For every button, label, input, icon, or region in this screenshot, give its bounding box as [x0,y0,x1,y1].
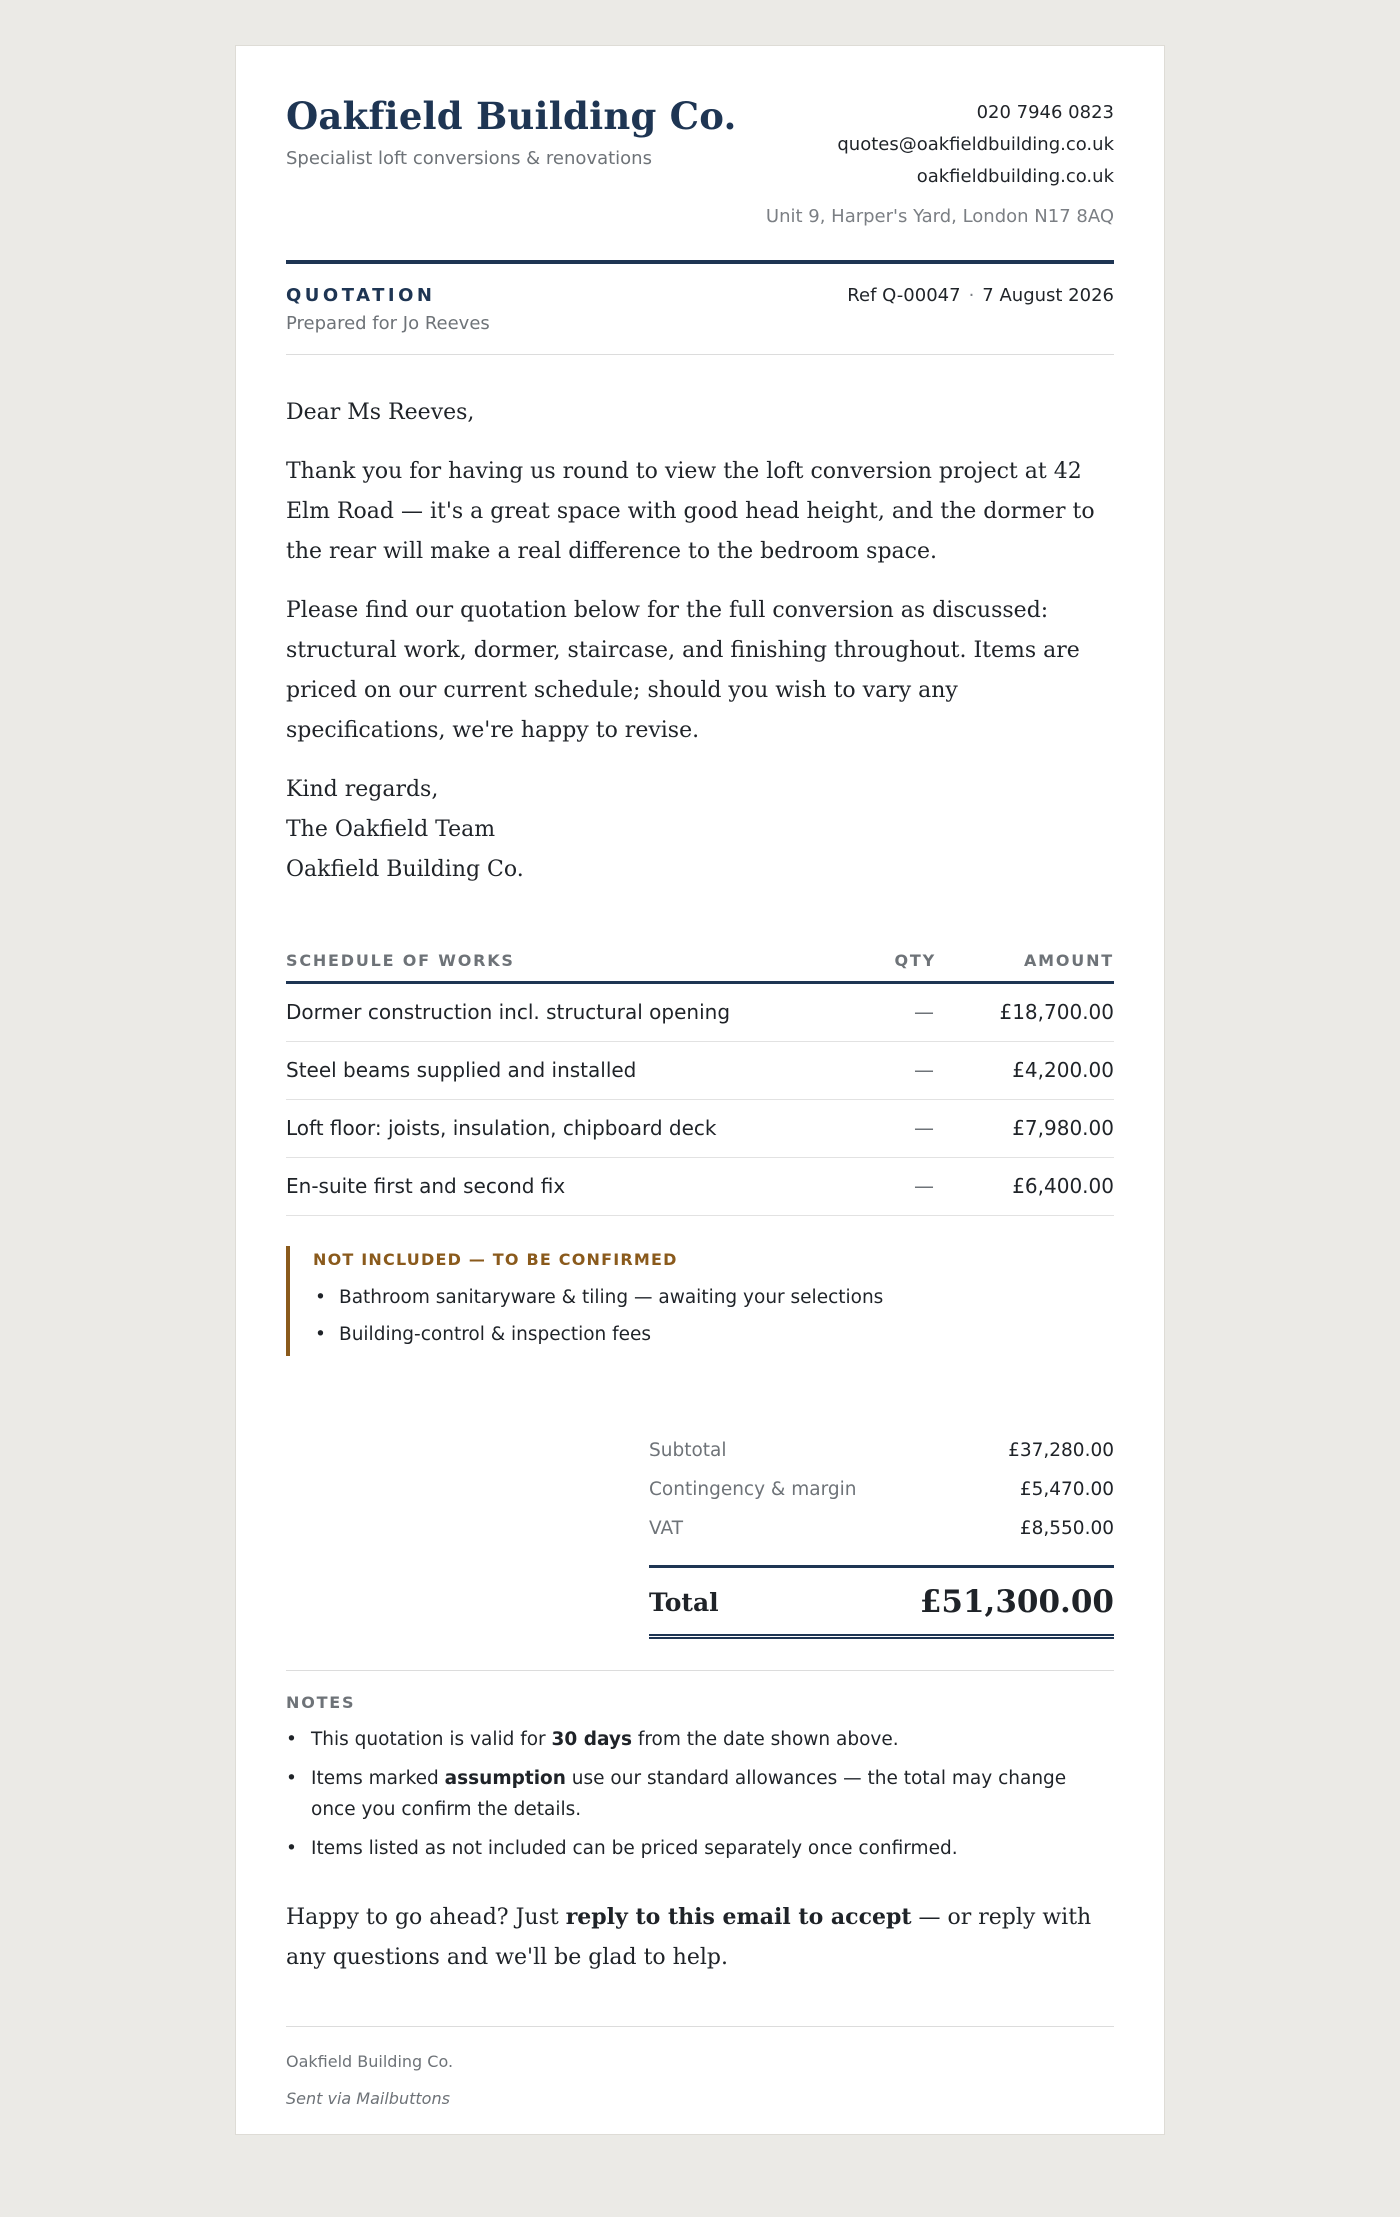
subtotal-value: £37,280.00 [1008,1440,1114,1461]
signoff [286,770,1114,890]
row-description: Dormer construction incl. structural opening [286,1000,731,1024]
cta-text: — or reply with any questions and we'll be glad to help. [286,1905,1092,1970]
table-row [286,1100,1114,1158]
list-item: • Building-control & inspection fees [313,1316,1114,1353]
total-value: £51,300.00 [919,1584,1114,1620]
company-contact [766,103,1114,239]
cta-text: Happy to go ahead? Just [286,1905,566,1930]
vat-row [649,1514,1114,1553]
letter-paragraph: Thank you for having us round to view the loft conversion project at 42 Elm Road — it's a great space with good head height, and the dormer to the rear will make a real difference to the bedroom space. [286,459,1095,564]
contingency-value: £5,470.00 [1019,1479,1114,1500]
totals-block [649,1436,1114,1639]
table-header [286,951,1114,984]
company-email[interactable]: quotes@oakfieldbuilding.co.uk [837,134,1114,155]
reference-separator: · [968,285,975,306]
subtotal-row [649,1436,1114,1475]
note-text: from the date shown above. [631,1729,899,1750]
row-description: Loft floor: joists, insulation, chipboard deck [286,1116,717,1140]
row-qty: — [914,1174,934,1198]
email-footer [286,2052,453,2108]
prepared-for: Prepared for Jo Reeves [286,313,490,334]
note-emphasis: 30 days [551,1729,632,1750]
subtotal-label: Subtotal [649,1440,727,1461]
note-item [286,1724,1114,1755]
column-header-qty: QTY [894,951,936,970]
company-brand [286,94,737,169]
signoff-line: The Oakfield Team [286,817,496,842]
company-phone[interactable]: 020 7946 0823 [976,102,1114,123]
not-included-title: NOT INCLUDED — TO BE CONFIRMED [313,1250,678,1269]
document-reference [847,285,1114,306]
row-qty: — [914,1058,934,1082]
row-amount: £7,980.00 [1012,1116,1114,1140]
divider [286,2026,1114,2027]
notes-title: NOTES [286,1693,356,1712]
company-tagline: Specialist loft conversions & renovations [286,148,652,169]
sent-via-link[interactable]: Sent via Mailbuttons [286,2089,450,2108]
table-row [286,1158,1114,1216]
divider [286,1670,1114,1671]
call-to-action [286,1897,1114,1978]
signoff-line: Oakfield Building Co. [286,857,524,882]
row-description: En-suite first and second fix [286,1174,566,1198]
quotation-sheet [235,45,1165,2135]
not-included-callout [286,1246,1114,1356]
signoff-line: Kind regards, [286,777,439,802]
column-header-description: SCHEDULE OF WORKS [286,951,515,970]
salutation: Dear Ms Reeves, [286,400,475,425]
not-included-list [313,1279,1114,1353]
company-address: Unit 9, Harper's Yard, London N17 8AQ [765,206,1114,227]
row-description: Steel beams supplied and installed [286,1058,637,1082]
company-name: Oakfield Building Co. [286,94,737,138]
vat-value: £8,550.00 [1019,1518,1114,1539]
vat-label: VAT [649,1518,683,1539]
column-header-amount: AMOUNT [1023,951,1114,970]
notes-list [286,1724,1114,1864]
letter-paragraph: Please find our quotation below for the full conversion as discussed: structural work, dormer, staircase, and finishing throughout. Items are priced on our current schedule; should you wish to vary any specifications, we're happy to revise. [286,598,1080,743]
table-row [286,1042,1114,1100]
schedule-of-works-table [286,951,1114,1216]
row-amount: £4,200.00 [1012,1058,1114,1082]
row-amount: £6,400.00 [1012,1174,1114,1198]
cover-letter [286,393,1114,909]
cta-emphasis: reply to this email to accept [565,1904,912,1930]
reference-number: Ref Q-00047 [847,285,961,306]
contingency-label: Contingency & margin [649,1479,857,1500]
total-label: Total [649,1588,719,1617]
note-text: use our standard allowances — the total may change once you confirm the details. [311,1768,1067,1820]
table-row [286,984,1114,1042]
sheet-content [286,46,1114,2134]
footer-company: Oakfield Building Co. [286,2052,454,2071]
document-type: QUOTATION [286,285,436,306]
notes-section [286,1693,1114,1872]
divider [286,354,1114,355]
note-text: Items marked [311,1768,445,1789]
total-row [649,1568,1114,1639]
list-item: • Bathroom sanitaryware & tiling — awaiting your selections [313,1279,1114,1316]
document-heading [286,285,490,334]
note-emphasis: assumption [444,1768,566,1789]
note-text: This quotation is valid for [311,1729,552,1750]
row-amount: £18,700.00 [999,1000,1114,1024]
document-date: 7 August 2026 [982,285,1114,306]
row-qty: — [914,1000,934,1024]
row-qty: — [914,1116,934,1140]
contingency-row [649,1475,1114,1514]
header-divider [286,260,1114,264]
note-item [286,1763,1114,1825]
note-item: • Items listed as not included can be priced separately once confirmed. [286,1833,1114,1864]
company-website[interactable]: oakfieldbuilding.co.uk [916,166,1114,187]
